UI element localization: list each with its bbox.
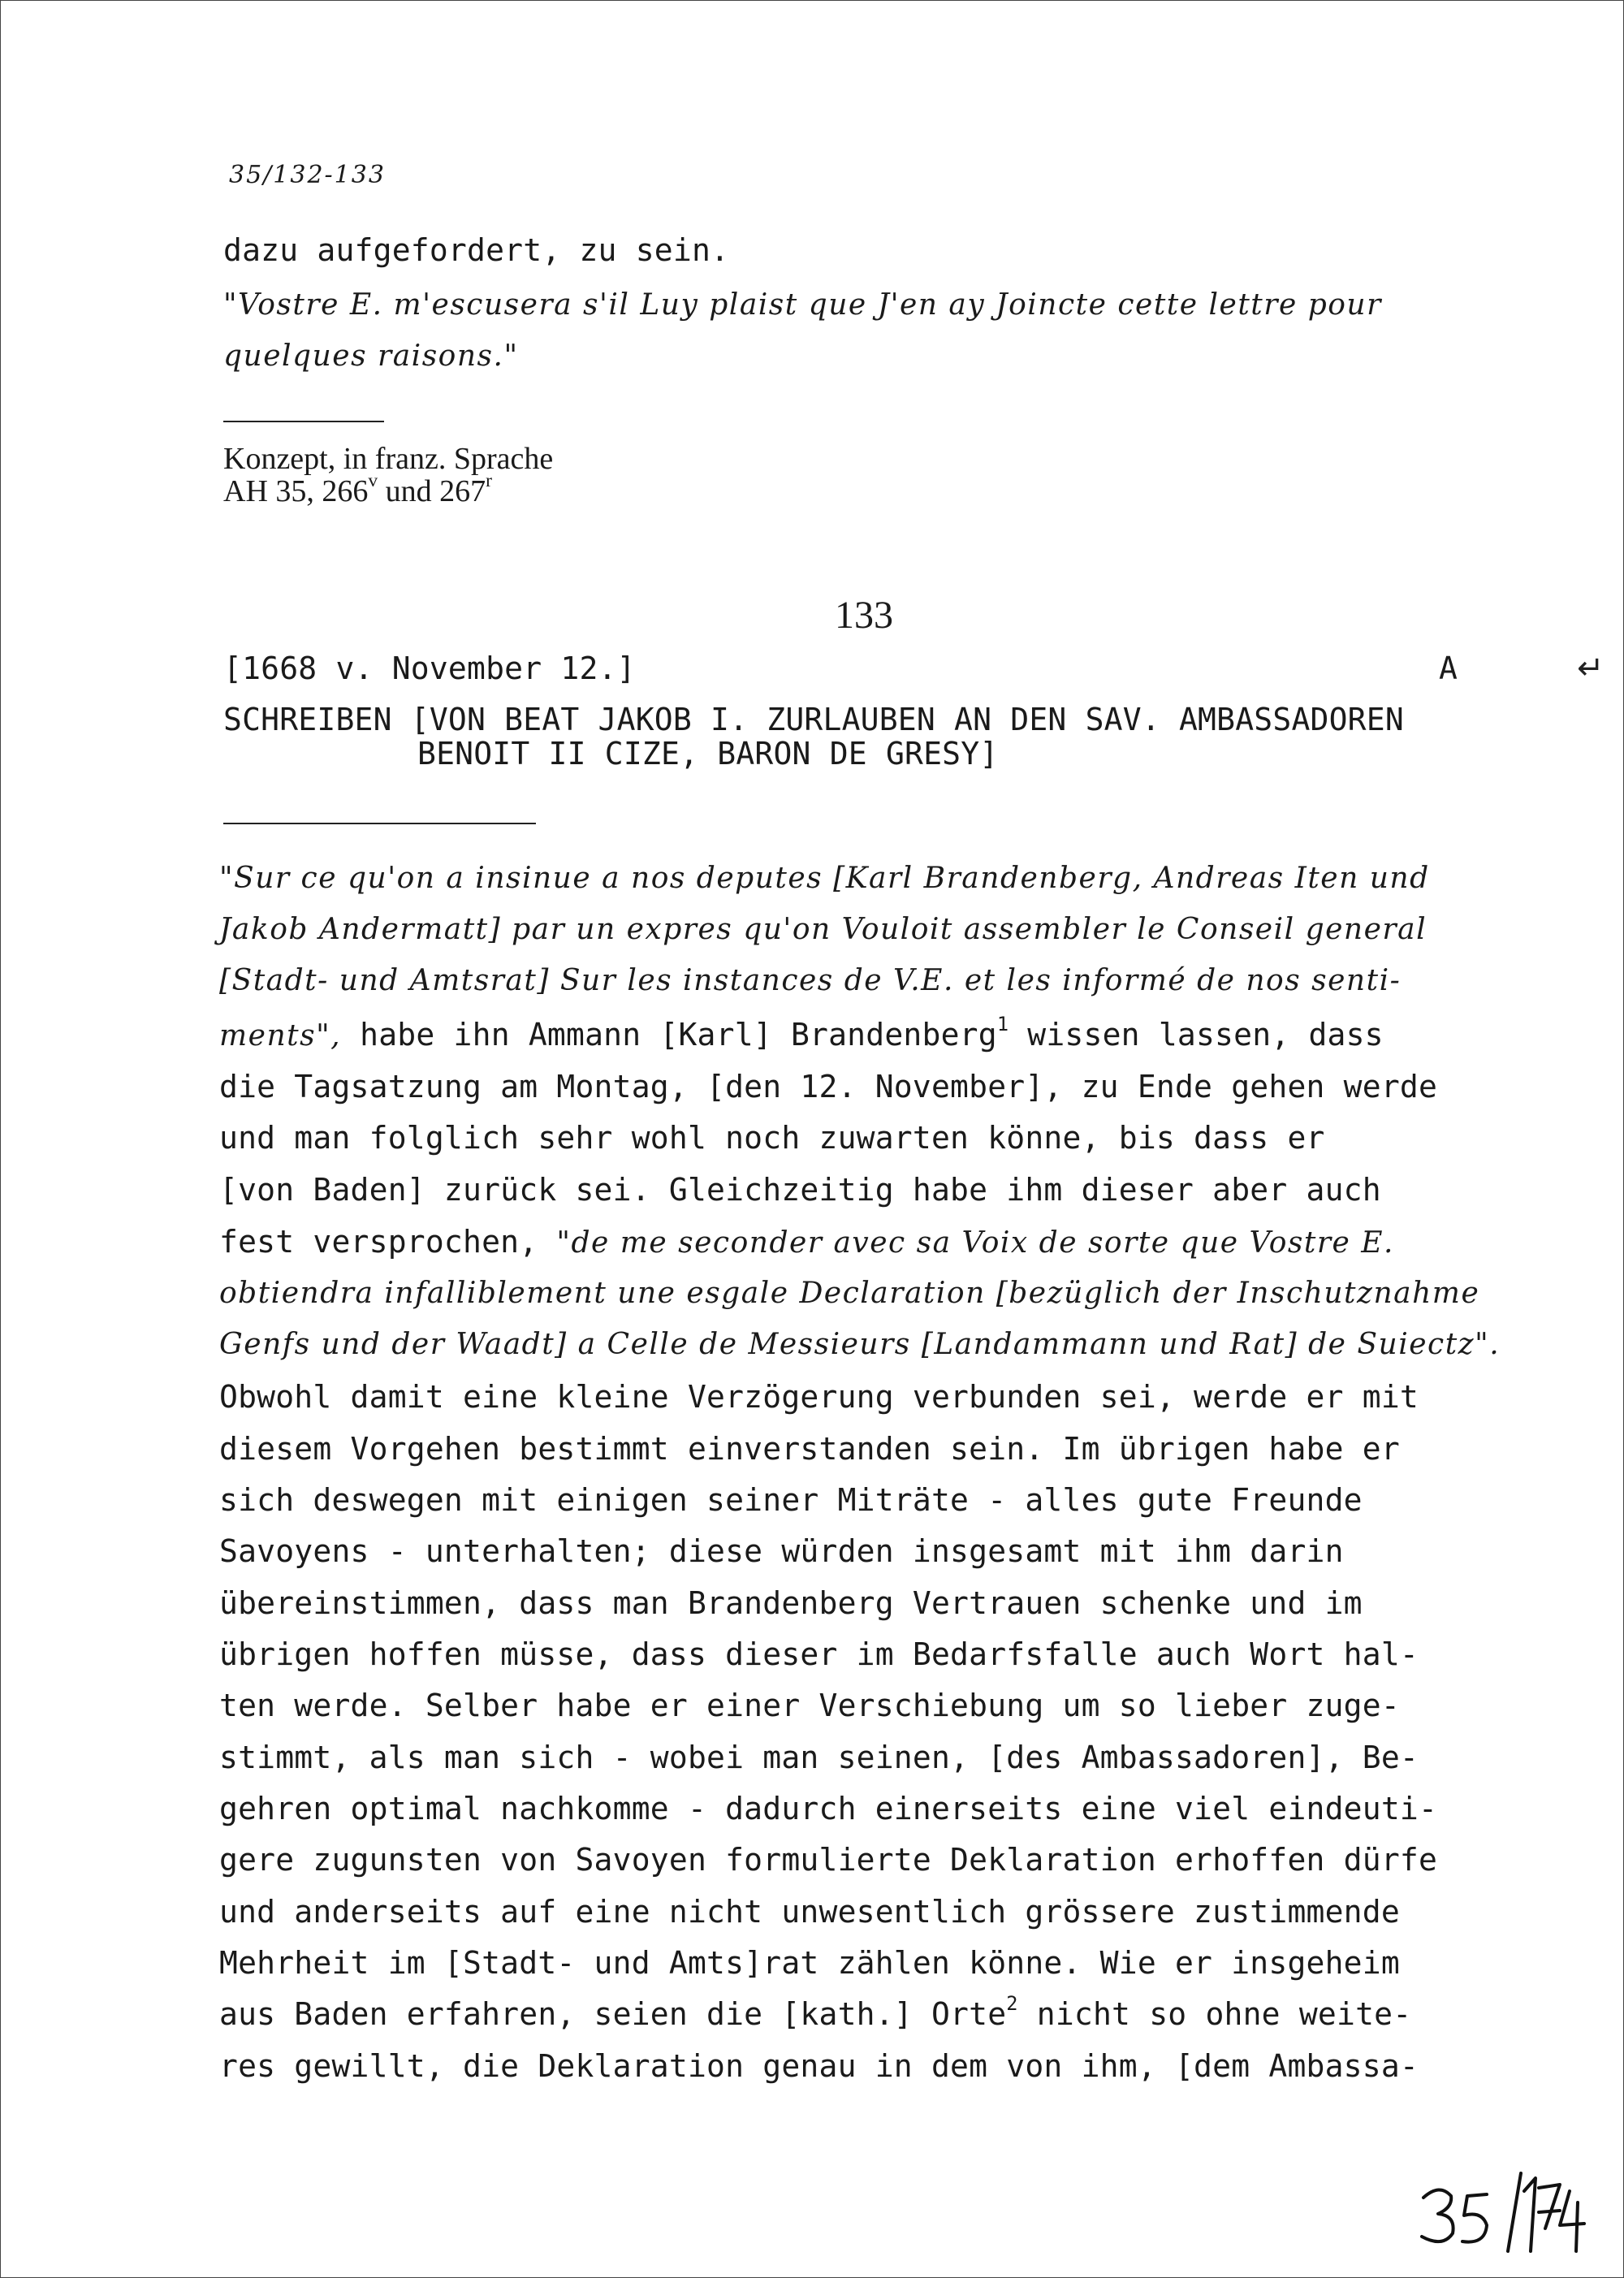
footnote-divider: [223, 421, 384, 422]
body-line: Obwohl damit eine kleine Verzögerung verbunden sei, werde er mit: [219, 1379, 1419, 1415]
document-title-line: BENOIT II CIZE, BARON DE GRESY]: [417, 736, 999, 772]
handwritten-folio-number: [1417, 2167, 1587, 2258]
body-line: Jakob Andermatt] par un expres qu'on Vouloit assembler le Conseil general: [219, 913, 1427, 946]
document-title-line: SCHREIBEN [VON BEAT JAKOB I. ZURLAUBEN AN DEN SAV. AMBASSADOREN: [223, 702, 1404, 737]
intro-quote-line: "Vostre E. m'escusera s'il Luy plaist que J'en ay Joincte cette lettre pour: [223, 288, 1382, 322]
body-line: [Stadt- und Amtsrat] Sur les instances de V.E. et les informé de nos senti-: [219, 964, 1402, 997]
body-line: "Sur ce qu'on a insinue a nos deputes [Karl Brandenberg, Andreas Iten und: [219, 862, 1430, 895]
body-line: ten werde. Selber habe er einer Verschiebung um so lieber zuge-: [219, 1688, 1400, 1723]
intro-quote-line: quelques raisons.": [223, 339, 519, 373]
body-line: gere zugunsten von Savoyen formulierte Deklaration erhoffen dürfe: [219, 1842, 1438, 1878]
body-text: nicht so ohne weite-: [1017, 1996, 1412, 2032]
document-type-letter: A: [1439, 651, 1458, 686]
body-line: gehren optimal nachkomme - dadurch einerseits eine viel eindeuti-: [219, 1791, 1438, 1826]
source-note-line: [223, 470, 493, 508]
body-line: diesem Vorgehen bestimmt einverstanden sein. Im übrigen habe er: [219, 1431, 1400, 1467]
body-line: Genfs und der Waadt] a Celle de Messieurs [Landammann und Rat] de Suiectz".: [219, 1328, 1501, 1361]
body-line: und anderseits auf eine nicht unwesentlich grössere zustimmende: [219, 1894, 1400, 1930]
body-line: stimmt, als man sich - wobei man seinen, [des Ambassadoren], Be-: [219, 1740, 1419, 1775]
footnote-ref: 2: [1006, 1992, 1018, 2016]
footnote-ref: 1: [996, 1013, 1009, 1036]
folio-verso-mark: v: [368, 470, 378, 492]
intro-line: dazu aufgefordert, zu sein.: [223, 232, 730, 268]
body-line: [219, 1992, 1412, 2032]
body-line: [219, 1226, 1394, 1258]
body-line: übrigen hoffen müsse, dass dieser im Bedarfsfalle auch Wort hal-: [219, 1636, 1419, 1672]
source-note-line: Konzept, in franz. Sprache: [223, 442, 554, 476]
source-note-ref: und 267: [378, 474, 486, 508]
body-line: obtiendra infalliblement une esgale Declaration [bezüglich der Inschutznahme: [219, 1277, 1480, 1310]
body-line: Mehrheit im [Stadt- und Amts]rat zählen könne. Wie er insgeheim: [219, 1945, 1400, 1981]
body-line: sich deswegen mit einigen seiner Miträte - alles gute Freunde: [219, 1482, 1363, 1518]
body-line: und man folglich sehr wohl noch zuwarten könne, bis dass er: [219, 1120, 1325, 1156]
quote-fragment: "de me seconder avec sa Voix de sorte que Vostre E.: [556, 1226, 1394, 1260]
body-text: wissen lassen, dass: [1009, 1017, 1384, 1053]
margin-return-icon: ↵: [1577, 650, 1605, 687]
body-line: die Tagsatzung am Montag, [den 12. November], zu Ende gehen werde: [219, 1069, 1438, 1104]
page-reference: 35/132-133: [229, 161, 386, 189]
body-text: habe ihn Ammann [Karl] Brandenberg: [341, 1017, 997, 1053]
body-line: Savoyens - unterhalten; diese würden insgesamt mit ihm darin: [219, 1533, 1344, 1569]
body-line: [219, 1013, 1384, 1053]
quote-fragment: ments",: [219, 1019, 342, 1053]
section-divider: [223, 823, 536, 824]
document-number: 133: [835, 594, 893, 637]
document-date: [1668 v. November 12.]: [223, 651, 636, 686]
body-text: fest versprochen,: [219, 1224, 557, 1260]
folio-recto-mark: r: [486, 470, 493, 492]
body-line: [von Baden] zurück sei. Gleichzeitig habe ihm dieser aber auch: [219, 1172, 1381, 1208]
source-note-ref: AH 35, 266: [223, 474, 369, 508]
body-line: übereinstimmen, dass man Brandenberg Vertrauen schenke und im: [219, 1585, 1363, 1621]
body-text: aus Baden erfahren, seien die [kath.] Orte: [219, 1996, 1007, 2032]
body-line: res gewillt, die Deklaration genau in dem von ihm, [dem Ambassa-: [219, 2048, 1419, 2084]
